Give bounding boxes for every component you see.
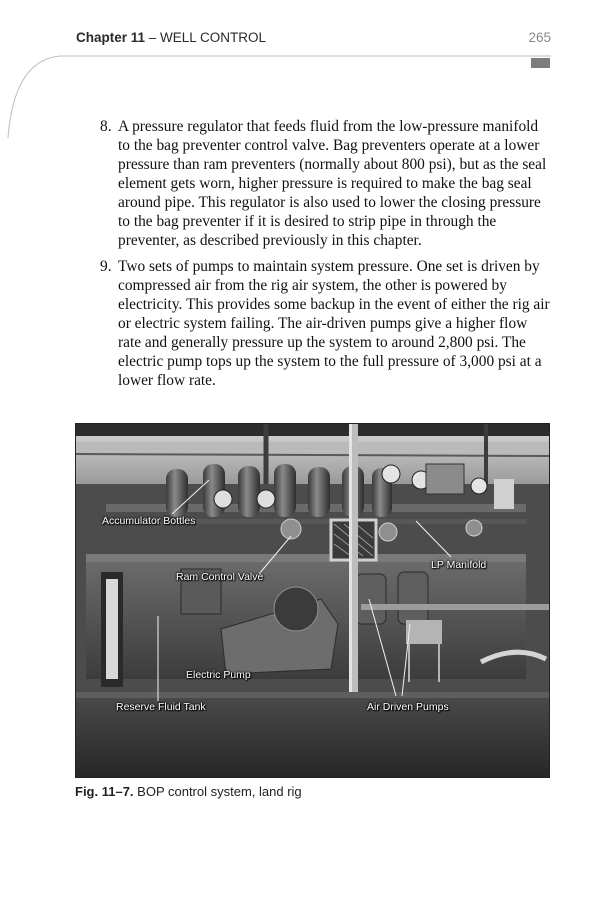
list-number: 9.: [100, 258, 112, 275]
figure-caption-text: BOP control system, land rig: [133, 784, 302, 799]
label-lp-manifold: LP Manifold: [431, 559, 487, 571]
list-item-9: [100, 257, 552, 390]
label-reserve-fluid-tank: Reserve Fluid Tank: [116, 701, 206, 713]
header-separator: –: [145, 30, 161, 45]
figure-caption: [75, 784, 302, 799]
list-text: Two sets of pumps to maintain system pressure. One set is driven by compressed air from the rig air system, the other is powered by electricity. This provides some backup in the event of either the rig air or electric system failing. The air-driven pumps give a higher flow rate and generally pressure up the system to around 2,800 psi. The electric pump tops up the system to the full pressure of 3,000 psi at a lower flow rate.: [118, 258, 550, 389]
section-label: WELL CONTROL: [160, 30, 267, 45]
thumb-tab-marker: [531, 58, 550, 68]
list-text: A pressure regulator that feeds fluid from the low-pressure manifold to the bag preventer control valve. Bag preventers operate at a lower pressure than ram preventers (normally about 800 psi), but as the seal element gets worn, higher pressure is required to make the bag seal around pipe. This regulator is also used to lower the closing pressure to the bag preventer if it is desired to strip pipe in through the preventer, as described previously in this chapter.: [118, 118, 547, 249]
bop-control-system-photo: [75, 423, 550, 778]
running-header: [76, 30, 266, 45]
chapter-label: Chapter 11: [76, 30, 146, 45]
list-number: 8.: [100, 118, 112, 135]
figure-number: Fig. 11–7.: [75, 784, 134, 799]
numbered-list: [100, 117, 552, 397]
label-air-driven-pumps: Air Driven Pumps: [367, 701, 449, 713]
label-ram-control-valve: Ram Control Valve: [176, 571, 264, 583]
label-electric-pump: Electric Pump: [186, 669, 251, 681]
label-accumulator-bottles: Accumulator Bottles: [102, 515, 196, 527]
photo-illustration: [76, 424, 550, 778]
page-number: 265: [528, 30, 551, 45]
list-item-8: [100, 117, 552, 250]
